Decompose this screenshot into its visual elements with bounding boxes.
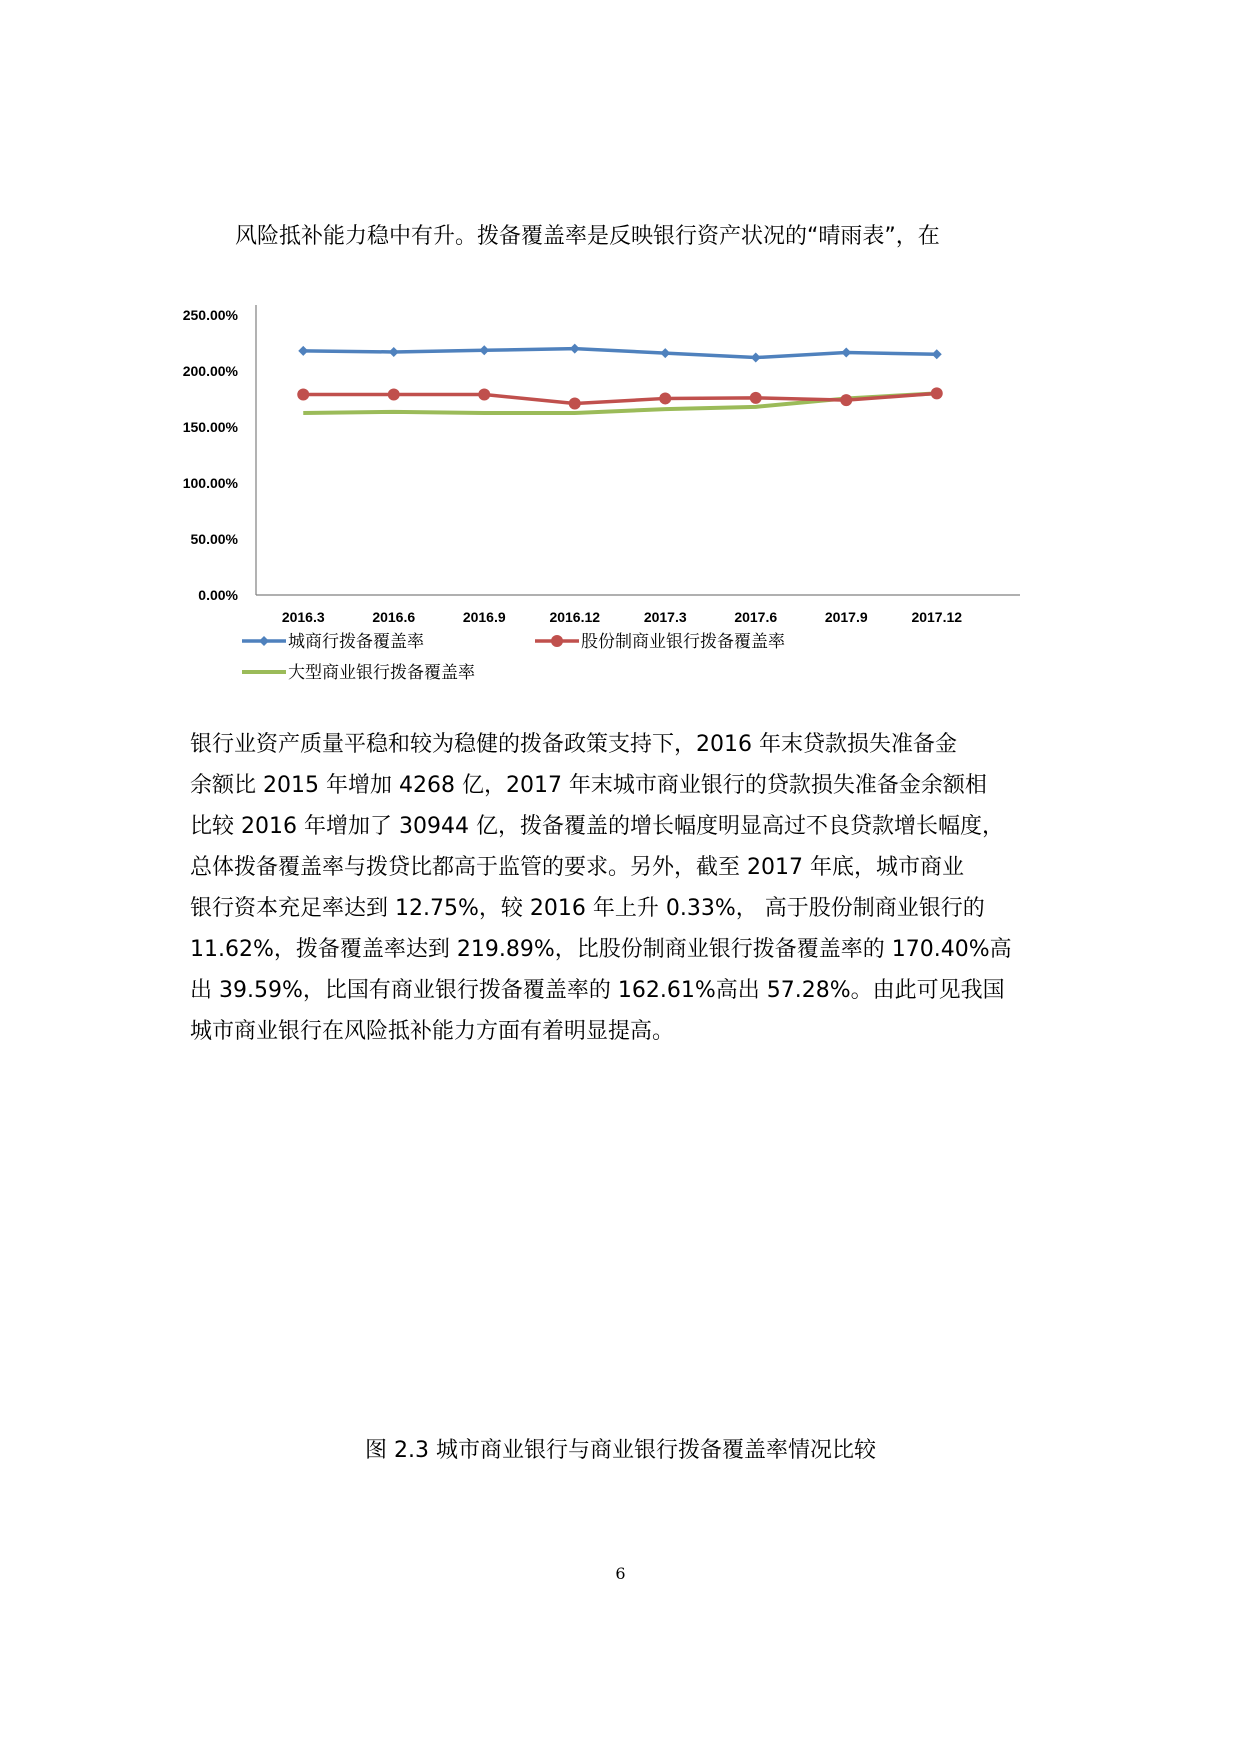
legend-item (242, 632, 424, 652)
data-point (659, 392, 671, 404)
paragraph-line: 城市商业银行在风险抵补能力方面有着明显提高。 (190, 1019, 675, 1044)
data-point (840, 394, 852, 406)
y-tick-label: 150.00% (182, 419, 238, 435)
y-tick-label: 250.00% (182, 307, 238, 323)
paragraph-line: 总体拨备覆盖率与拨贷比都高于监管的要求。另外，截至 2017 年底，城市商业 (190, 855, 964, 880)
x-tick-label: 2016.12 (549, 609, 601, 625)
x-tick-label: 2016.6 (372, 609, 416, 625)
data-point (750, 392, 762, 404)
x-tick-label: 2017.9 (824, 609, 868, 625)
paragraph-line: 银行资本充足率达到 12.75%，较 2016 年上升 0.33%， 高于股份制商业银行的 (190, 896, 985, 921)
data-point (932, 349, 942, 359)
legend (242, 632, 785, 683)
data-point (931, 387, 943, 399)
data-point (388, 389, 400, 401)
series-0 (298, 344, 942, 363)
data-point (569, 397, 581, 409)
legend-label: 大型商业银行拨备覆盖率 (288, 663, 475, 683)
legend-label: 城商行拨备覆盖率 (288, 632, 424, 652)
x-tick-label: 2016.9 (462, 609, 506, 625)
data-point (660, 348, 670, 358)
paragraph-line: 银行业资产质量平稳和较为稳健的拨备政策支持下，2016 年末贷款损失准备金 (190, 732, 957, 757)
x-tick-label: 2017.3 (643, 609, 687, 625)
x-tick-label: 2016.3 (281, 609, 325, 625)
data-point (389, 347, 399, 357)
paragraph-line: 余额比 2015 年增加 4268 亿，2017 年末城市商业银行的贷款损失准备金余额相 (190, 773, 987, 798)
data-point (298, 346, 308, 356)
data-point (297, 389, 309, 401)
legend-label: 股份制商业银行拨备覆盖率 (581, 632, 785, 652)
legend-item (535, 632, 785, 652)
y-tick-label: 50.00% (190, 531, 238, 547)
y-tick-label: 200.00% (182, 363, 238, 379)
data-point (751, 353, 761, 363)
legend-marker (551, 635, 563, 647)
y-axis-ticks (183, 307, 239, 603)
series-line (303, 349, 937, 358)
paragraph-line: 比较 2016 年增加了 30944 亿，拨备覆盖的增长幅度明显高过不良贷款增长幅度， (190, 814, 1004, 839)
paragraph-line: 出 39.59%，比国有商业银行拨备覆盖率的 162.61%高出 57.28%。由此可见我国 (190, 978, 1005, 1003)
legend-item (242, 663, 475, 683)
legend-marker (259, 636, 269, 646)
data-point (570, 344, 580, 354)
y-tick-label: 0.00% (198, 587, 238, 603)
figure-caption: 图 2.3 城市商业银行与商业银行拨备覆盖率情况比较 (365, 1438, 876, 1463)
series-lines (297, 344, 943, 413)
data-point (478, 389, 490, 401)
axes (256, 305, 1020, 595)
paragraph-line: 11.62%，拨备覆盖率达到 219.89%，比股份制商业银行拨备覆盖率的 170.40%高 (190, 937, 1012, 962)
x-tick-label: 2017.12 (911, 609, 963, 625)
x-tick-label: 2017.6 (734, 609, 778, 625)
y-tick-label: 100.00% (182, 475, 238, 491)
page-number: 6 (615, 1564, 626, 1583)
line-chart (180, 295, 1020, 715)
data-point (479, 345, 489, 355)
x-axis-ticks (282, 609, 962, 625)
series-1 (297, 387, 943, 409)
data-point (841, 348, 851, 358)
intro-line: 风险抵补能力稳中有升。拨备覆盖率是反映银行资产状况的“晴雨表”，在 (235, 224, 940, 249)
